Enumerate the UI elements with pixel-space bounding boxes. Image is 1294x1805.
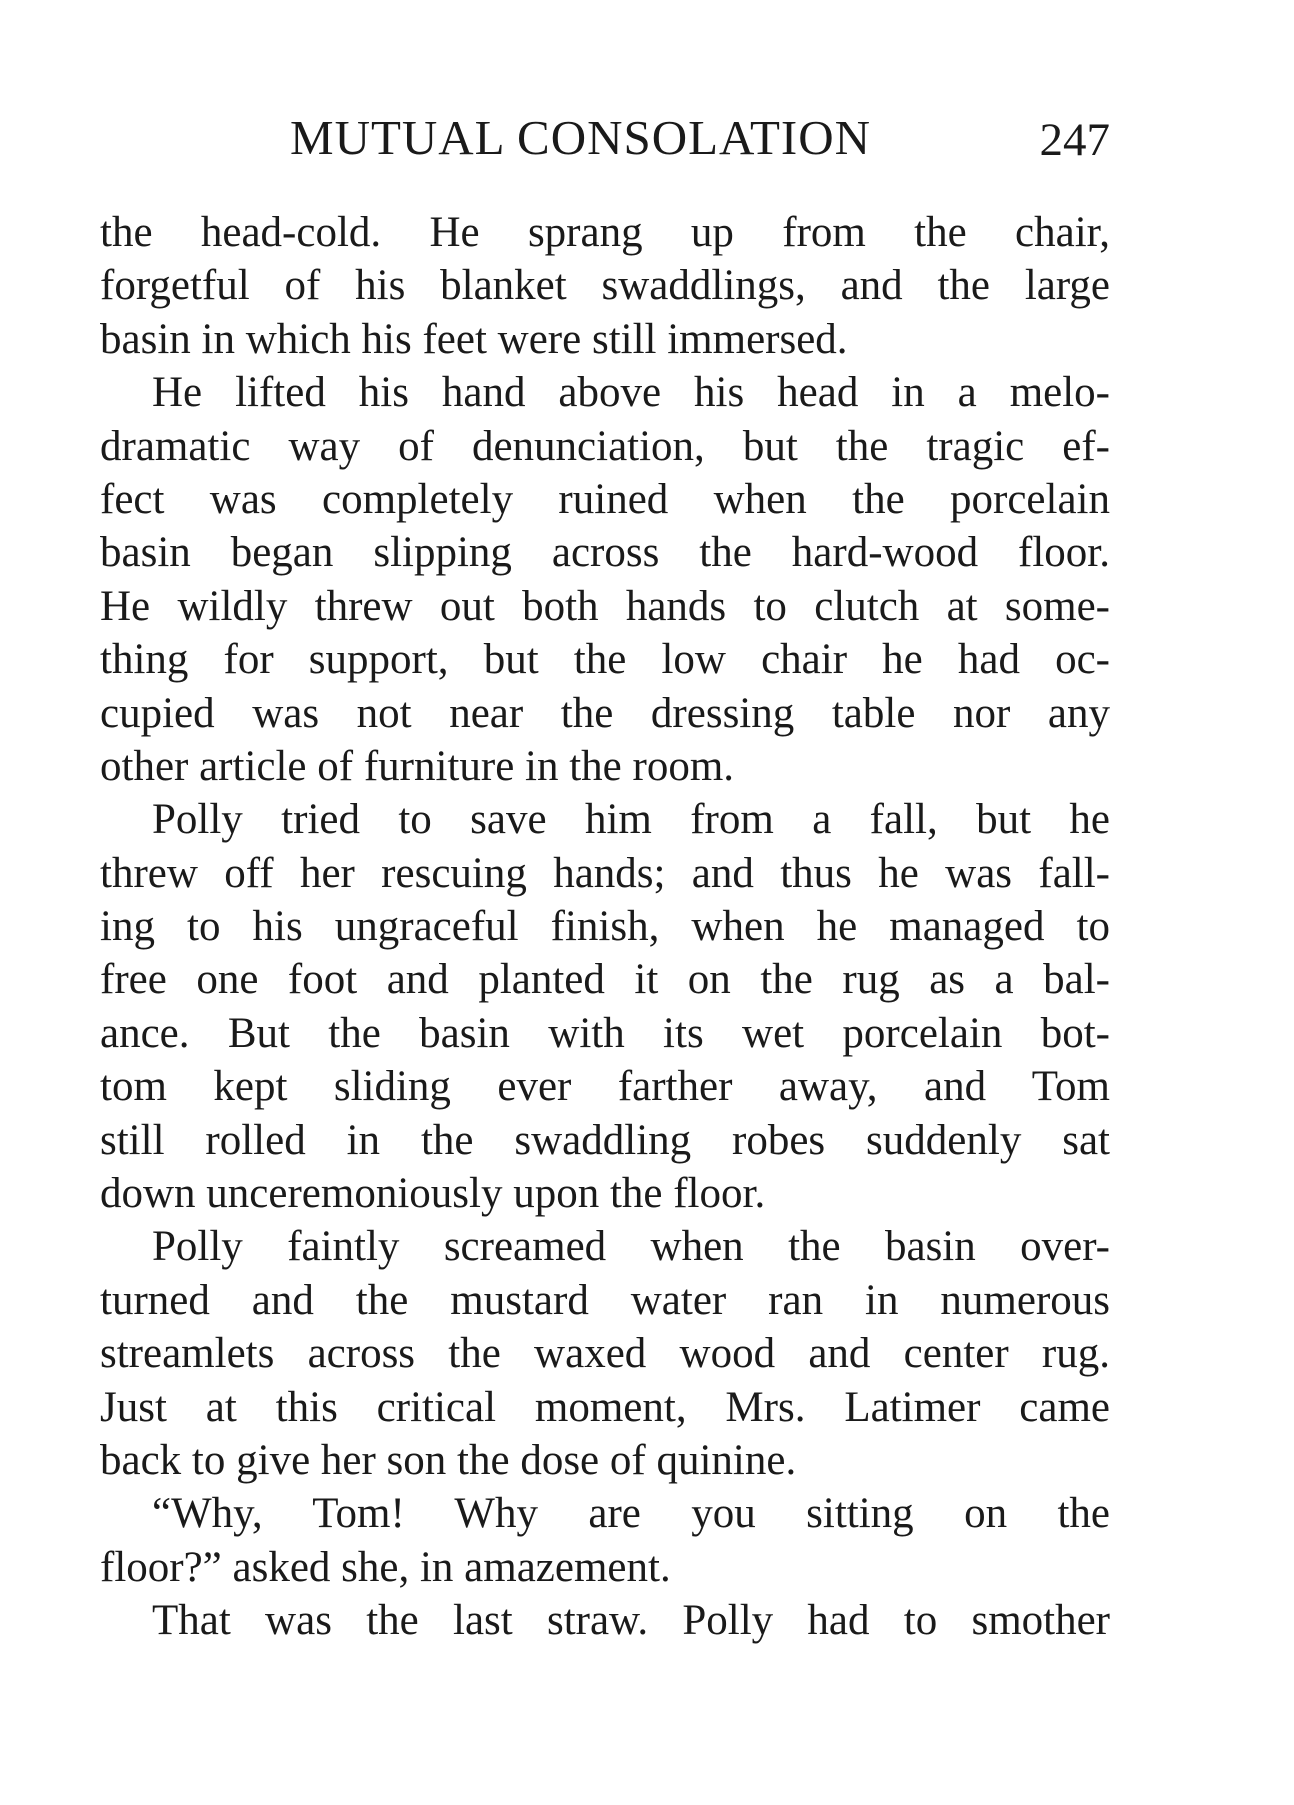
text-line: ing to his ungraceful finish, when he managed to (100, 903, 1110, 951)
text-line: the head-cold. He sprang up from the chair, (100, 209, 1110, 256)
text-line: free one foot and planted it on the rug as a bal- (100, 956, 1110, 1004)
text-line: ance. But the basin with its wet porcelain bot- (100, 1009, 1110, 1057)
body-text (100, 206, 1110, 1648)
page-number: 247 (1039, 114, 1110, 166)
text-line: cupied was not near the dressing table nor any (100, 689, 1110, 737)
text-line: still rolled in the swaddling robes suddenly sat (100, 1116, 1110, 1164)
text-line: Just at this critical moment, Mrs. Latimer came (100, 1383, 1110, 1431)
text-line: basin in which his feet were still immersed. (100, 315, 848, 363)
text-line: forgetful of his blanket swaddlings, and the large (100, 262, 1110, 310)
text-line: dramatic way of denunciation, but the tragic ef- (100, 422, 1110, 470)
text-line: thing for support, but the low chair he had oc- (100, 636, 1110, 684)
running-head (100, 108, 1110, 168)
text-line: That was the last straw. Polly had to smother (152, 1597, 1110, 1645)
text-line: Polly tried to save him from a fall, but he (152, 796, 1110, 844)
text-line: back to give her son the dose of quinine. (100, 1436, 797, 1484)
text-line: Polly faintly screamed when the basin over- (152, 1223, 1110, 1271)
text-line: turned and the mustard water ran in numerous (100, 1276, 1110, 1324)
text-line: threw off her rescuing hands; and thus he was fall- (100, 849, 1110, 897)
text-line: tom kept sliding ever farther away, and Tom (100, 1063, 1110, 1111)
text-line: He lifted his hand above his head in a melo- (152, 369, 1110, 417)
text-line: basin began slipping across the hard-wood floor. (100, 529, 1110, 577)
text-line: streamlets across the waxed wood and center rug. (100, 1330, 1110, 1378)
running-title: MUTUAL CONSOLATION (290, 110, 872, 165)
text-line: floor?” asked she, in amazement. (100, 1543, 671, 1591)
text-line: He wildly threw out both hands to clutch at some- (100, 582, 1110, 630)
text-line: other article of furniture in the room. (100, 742, 735, 790)
text-line: fect was completely ruined when the porcelain (100, 475, 1110, 523)
text-line: “Why, Tom! Why are you sitting on the (152, 1490, 1110, 1538)
text-line: down unceremoniously upon the floor. (100, 1170, 766, 1218)
